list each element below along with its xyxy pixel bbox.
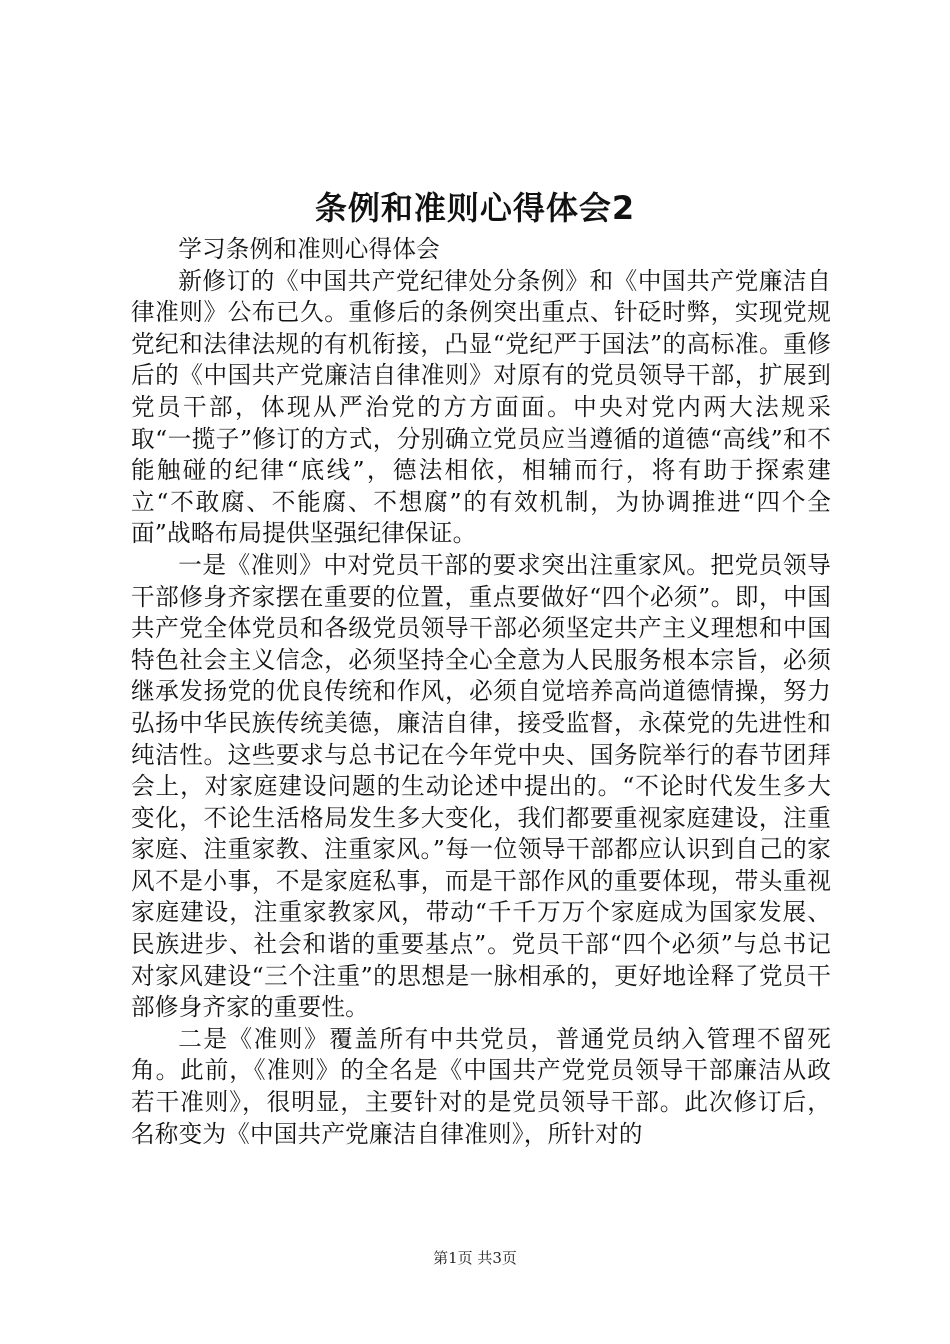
body-paragraph: 一是《准则》中对党员干部的要求突出注重家风。把党员领导干部修身齐家摆在重要的位置，重点要做好“四个必须”。即，中国共产党全体党员和各级党员领导干部必须坚定共产主义理想和中国特色社会主义信念，必须坚持全心全意为人民服务根本宗旨，必须继承发扬党的优良传统和作风，必须自觉培养高尚道德情操，努力弘扬中华民族传统美德，廉洁自律，接受监督，永葆党的先进性和纯洁性。这些要求与总书记在今年党中央、国务院举行的春节团拜会上，对家庭建设问题的生动论述中提出的。“不论时代发生多大变化，不论生活格局发生多大变化，我们都要重视家庭建设，注重家庭、注重家教、注重家风。”每一位领导干部都应认识到自己的家风不是小事，不是家庭私事，而是干部作风的重要体现，带头重视家庭建设，注重家教家风，带动“千千万万个家庭成为国家发展、民族进步、社会和谐的重要基点”。党员干部“四个必须”与总书记对家风建设“三个注重”的思想是一脉相承的，更好地诠释了党员干部修身齐家的重要性。 [131, 550, 831, 1022]
subtitle-paragraph: 学习条例和准则心得体会 [178, 235, 440, 263]
body-paragraph: 新修订的《中国共产党纪律处分条例》和《中国共产党廉洁自律准则》公布已久。重修后的条例突出重点、针砭时弊，实现党规党纪和法律法规的有机衔接，凸显“党纪严于国法”的高标准。重修后的《中国共产党廉洁自律准则》对原有的党员领导干部，扩展到党员干部，体现从严治党的方方面面。中央对党内两大法规采取“一揽子”修订的方式，分别确立党员应当遵循的道德“高线”和不能触碰的纪律“底线”，德法相依，相辅而行，将有助于探索建立“不敢腐、不能腐、不想腐”的有效机制，为协调推进“四个全面”战略布局提供坚强纪律保证。 [131, 266, 831, 548]
page-number-footer: 第1页 共3页 [433, 1249, 517, 1267]
body-paragraph: 二是《准则》覆盖所有中共党员，普通党员纳入管理不留死角。此前，《准则》的全名是《中国共产党党员领导干部廉洁从政若干准则》，很明显，主要针对的是党员领导干部。此次修订后，名称变为《中国共产党廉洁自律准则》，所针对的 [131, 1024, 831, 1148]
document-body [131, 234, 831, 1150]
document-title: 条例和准则心得体会2 [314, 189, 636, 227]
